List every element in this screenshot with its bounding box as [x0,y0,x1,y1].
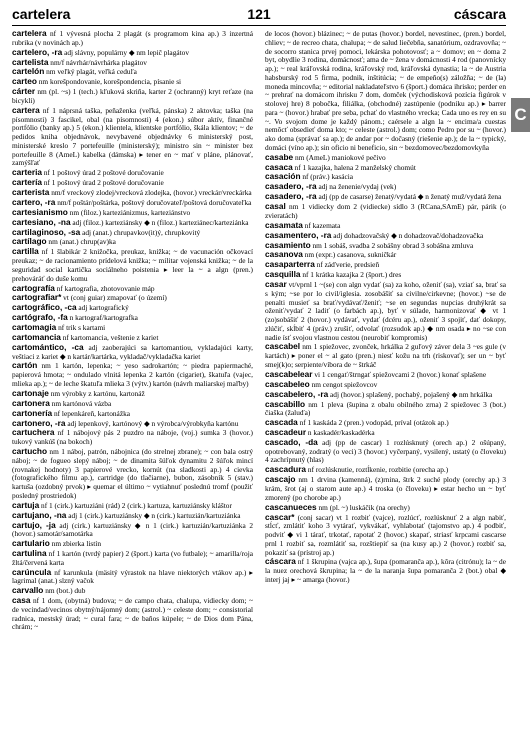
entry-definition: nf (práv.) kasácia [300,172,354,182]
entry-definition: nm/f vreckový zlodej/vrecková zlodejka, (hovor.) vreckár/vreckárka [49,188,252,198]
entry-definition: nm 1 vidiecky dom 2 (vidiecke) sídlo 3 (RCana,SAmE) pár, párik (o zvieratách) [265,202,506,220]
entry-definition: nm (AmeL) maniokové pečivo [293,152,386,162]
entry-definition: nm (pl. ~s) 1 (tech.) kľuková skriňa, karter 2 (ochranný) kryt reťaze (na bicykli) [12,87,253,105]
entry-definition: nm veľký plagát, veľká ceduľa [44,67,137,77]
entry-definition: (conj sacar) vt 1 rozbiť (vajce), rozlúcť, rozlúsknuť 2 a algn nabiť, stĺcť, zmlátiť koho 3 vytárať, vykvákať, vyhlabotať (tajomstvo ap.) 4 podbiť, podviť ◆ vi 1 tárať, trkotať, rapotať 2 (hovor.) skapať, striasť krpcami cascarse prnl 1 rozbiť sa, rozmlátiť sa, rozštiepiť sa (na kusy ap.) 2 (hovor.) rozbiť sa, pokaziť sa (prístroj ap.) [265,512,506,557]
entry-headword: carterista [12,187,50,198]
entry-headword: cascabelero, -ra [265,388,329,399]
entry-headword: cartesiano, -na [12,216,71,227]
entry-definition: vt (conj guiar) zmapovať (o území) [61,293,167,303]
header-rule [12,25,506,26]
header-right-guideword: cáscara [453,6,506,22]
entry-definition: nm/f poštár/poštárka, poštový doručovateľ/poštová doručovateľka [55,197,252,207]
page-header [12,6,506,24]
entry-definition: adj (filoz.) karteziánsky ◆ n (filoz.) karteziánec/karteziánka [70,217,249,227]
entry-headword: cartesianismo [12,206,68,217]
entry-headword: carvallo [12,585,44,596]
entry-headword: cascadeur [265,427,307,438]
entry-definition: adj na ženenie/vydaj (vek) [316,182,397,192]
dictionary-entry [265,202,506,221]
entry-definition: nm 1 náboj, patrón, nábojnica (do strelnej zbrane); ~ con bala ostrý náboj; ~ de fogueo slepý náboj; ~ de dinamita šúľok dynamitu 2 šúľok mincí (rovnakej hodnoty) 3 papierové vrecko, kornút (na sladkosti ap.) 4 cievka (fotografického filmu ap.), cartridge (do tlačiarne), bubon, zásobník 5 (stav.) kartuša (ozdobný prvok) ▸ quemar el último ~ vytiahnuť poslednú tromf (použiť posledný prostriedok) [12,447,253,500]
entry-definition: nf 1 (cirk.) kartuziáni (rád) 2 (cirk.) kartuza, kartuziánsky kláštor [39,500,232,510]
left-column [12,29,253,747]
entry-headword: cartuja [12,499,40,510]
entry-definition: nm (bot.) dub [43,586,86,596]
entry-headword: casa [12,595,31,606]
entry-definition: nf 1 kaskáda 2 (pren.) vodopád, príval (otázok ap.) [297,418,449,428]
entry-headword: cartílago [12,236,47,247]
entry-definition: nm korešpondovanie, korešpondencia, písanie si [36,77,182,87]
entry-definition: nf trik s kartami [56,323,106,333]
entry-definition: nf kartografia, zhotovovanie máp [54,283,155,293]
entry-headword: cartelera [12,29,47,38]
entry-definition: adj kartografický [76,303,129,313]
dictionary-entry [12,428,253,447]
entry-headword: casaca [265,161,293,172]
entry-definition: nm kartónová vázba [49,398,112,408]
entry-headword: cartería [12,177,42,188]
entry-headword: casabe [265,151,294,162]
dictionary-entry [265,163,506,173]
entry-definition: nm 1 sobáš, svadba 2 sobášny obrad 3 sobášna zmluva [310,240,474,250]
entry-definition: nm 1 drvina (kamenná), (z)rnina, štrk 2 suché plody (orechy ap.) 3 krám, šrot (aj o starom aute ap.) 4 troska (o človeku) ▸ estar hecho un ~ byť zmorený (po chorobe ap.) [265,475,506,502]
entry-headword: cascar* [265,511,295,522]
entry-definition: nf 1 kartón (tvrdý papier) 2 (šport.) karta (vo futbale); ~ amarilla/roja žltá/červená karta [12,549,253,567]
dictionary-entry [12,596,253,632]
entry-definition: nm 1 pleva (šupina z obalu obilného zrna) 2 spiežovec 3 (bot.) čiaška (žaluďa) [265,399,506,418]
entry-headword: cartonero, -ra [12,417,66,428]
dictionary-entry [265,29,506,153]
page-number: 121 [247,6,271,22]
entry-headword: carteo [12,76,37,87]
entry-definition: nf 1 poštový úrad 2 poštové doručovanie [41,168,164,178]
entry-headword: cartero, -ra [12,196,56,207]
entry-definition: vi 1 cengať/štrngať spiežovcami 2 (hovor.) konať splašene [312,369,487,379]
entry-headword: cascabel [265,341,301,352]
dictionary-entry [12,539,253,549]
entry-headword: cartelista [12,56,49,67]
entry-definition: nf 1 náprsná taška, peňaženka (veľká, pánska) 2 aktovka; taška (na písomnosti) 3 fascikel, obal (na písomnosti) 4 (ekon.) súbor aktív, finančné portfólio (banky ap.) 5 (ekon.) klientela, klientske portfólio, škála klientov; ~ de pedidos kniha objednávok, nevybavené objednávky 6 ministerský post, ministerské kreslo 7 portefeuille (ministerský); ministro sin ~ minister bez portefeuille 8 (AmeL) kabelka (dámska) ▸ tener en ~ mať v pláne, plánovať, zamýšľať [12,105,253,168]
entry-definition: nf 1 krátka kazajka 2 (šport.) dres [300,270,402,280]
entry-headword: casadero, -ra [265,181,317,192]
entry-definition: nm/f návrhár/návrhárka plagátov [48,57,147,67]
entry-headword: cascajo [265,474,296,485]
entry-definition: nf 1 šlabikár 2 knižočka, preukaz, knižka; ~ de vacunación očkovací preukaz; ~ de racionamiento prídelová knižka; ~ militar vojenská knižka; ~ de la seguridad social kartička sociálneho poistenia ▸ leer la ~ a algn (pren.) prehováráť do duše komu [12,247,253,283]
dictionary-entry [265,153,506,163]
entry-headword: cartógrafo, -fa [12,312,68,323]
entry-definition: nf 1 dom, (obytná) budova; ~ de campo chata, chalupa, vidiecky dom; ~ de vecindad/vecinos obytný/nájomný dom; (astrol.) ~ celeste dom; ~ consistorial radnica, mestský úrad; ~ cural fara; ~ de baños kúpele; ~ de Dios dom Pána, chrám; ~ [12,596,253,632]
dictionary-entry [12,58,253,68]
entry-definition: nm cengot spiežovcov [309,379,378,389]
entry-definition: nf lepenkáreň, kartonážka [52,408,131,418]
entry-headword: cartomancia [12,331,61,342]
dictionary-entry [265,342,506,369]
entry-definition: nf 1 škrupina (vajca ap.), šupa (pomaranča ap.), kôra (citrónu); la ~ de la nuez orechová škrupina; la ~ de la naranja šupa pomaranča 2 (bot.) obal ◆ interj jaj ▸ ~ amarga (hovor.) [265,557,506,584]
dictionary-entry [12,168,253,178]
entry-headword: cartografía [12,282,55,293]
entry-headword: casamata [265,219,303,230]
header-left-guideword: cartelera [12,6,71,22]
entry-headword: carúncula [12,566,52,577]
entry-definition: de locos (hovor.) blázinec; ~ de putas (hovor.) bordel, nevestinec, (pren.) bordel, chliev; ~ de recreo chata, chalupa; ~ de salud liečebňa, sanatórium, ozdravovňa; ~ de socorro stanica prvej pomoci, lekárska pohotovosť; a ~ domov; en ~ doma 2 byt, obydlie 3 rodina, domácnosť; ama de ~ žena v domácnosti 4 rod (panovnícky ap.); ~ real kráľovská rodina, kráľovský rod, kráľovská dynastia; la ~ de Austria habsburský rod 5 firma, podnik, inštitúcia; ~ de empeño(s) záložňa; ~ de (la) moneda mincovňa; ~ editorial nakladateľstvo 6 (šport.) domáca ihrisko; perder en ~ prehrať na domácom ihrisku 7 dom, domček (východisková pozícia figúrok v stolovej hre) 8 pobočka, filiálka, (obchodné) zastúpenie (podniku ap.) ▸ barrer para ~ (hovor.) hrabať pre seba, pchať do vlastného vrecka; Cada uno es rey en su ~. Vo svojom dome je každý pánom.; caérsele a algn la ~ encima/a cuestas nemôcť obsedieť doma kto; ~ celeste (astrol.) dom; como Pedro por su ~ (hovor.) ako doma (správať sa ap.); de andar por ~ dočasný (riešenie ap.); de la ~ typický, domáci (víno ap.); sin oficio ni beneficio, sin ~ bezdomovec/bezdomovkyňa [265,29,506,152]
entry-headword: cartujo, -ja [12,519,56,530]
dictionary-entry [12,447,253,501]
entry-definition: nm (pl. ~) luskáčik (na orechy) [316,502,410,512]
entry-headword: cartomagia [12,322,57,333]
entry-headword: casal [265,201,286,212]
dictionary-entry [265,513,506,558]
dictionary-entry [12,237,253,247]
entry-definition: adj lepenkový, kartónový ◆ n výrobca/výrobkyňa kartónu [65,418,239,428]
entry-definition: adj (cirk.) kartuziánsky ◆ n 1 (cirk.) kartuzián/kartuziánka 2 (hovor.) samotár/samotárka [12,520,253,539]
entry-definition: nm výrobky z kartónu, kartonáž [48,388,145,398]
right-column [265,29,506,747]
dictionary-columns [12,29,506,747]
dictionary-entry [265,503,506,513]
entry-definition: adj (anat.) chrupavkov(it)ý, chrupkovitý [80,227,201,237]
entry-headword: cárter [12,86,36,97]
entry-headword: cascabeleo [265,378,310,389]
dictionary-entry [265,270,506,280]
entry-headword: cartulina [12,548,47,559]
entry-definition: adj (pp de cascar) 1 rozlúsknutý (orech ap.) 2 ošúpaný, opotrebovaný, zodratý (o veci) 3 (hovor.) vyčerpaný, vysilený, ustatý (o človeku) 4 zachrípnutý (hlas) [265,437,506,465]
entry-headword: cartomántico, -ca [12,341,84,352]
entry-headword: cartonería [12,407,53,418]
dictionary-entry [12,549,253,568]
entry-headword: cáscara [265,556,296,567]
entry-definition: nf karunkula (mäsitý výrastok na hlave niektorých vtákov ap.) ▸ lagrimal (anat.) slzný vačok [12,567,253,586]
dictionary-entry [12,77,253,87]
entry-headword: casanova [265,249,303,260]
entry-headword: cartulario [12,538,50,549]
entry-definition: adj (hovor.) splašený, pochabý, pojašený ◆ nm hrkálka [328,389,493,399]
dictionary-entry [12,87,253,106]
entry-headword: cartonera [12,397,50,408]
letter-thumb-tab [511,98,530,132]
entry-definition: nm zbierka listín [49,539,102,549]
entry-definition: n kaskadér/kaskadérka [306,428,375,438]
entry-definition: nm 1 spiežovec, zvonček, hrkálka 2 guľový záver dela 3 ~es gule (v kartách) ▸ poner el ~ al gato (pren.) niesť kožu na trh (riskovať); ser un ~ byť smej(k)o; serpiente/víbora de ~ štrkáč [265,342,506,369]
entry-definition: nm 1 kartón, lepenka; ~ yeso sadrokartón; ~ piedra papiermaché, papierová hmota; ~ ondulado vlnitá lepenka 2 kartón (cigariet), škatuľa (vajec, mlieka ap.); ~ de leche škatuľa mlieka 3 (výtv.) kartón (návrh maliarskej maľby) [12,361,253,388]
dictionary-entry [12,521,253,540]
dictionary-entry [265,400,506,419]
entry-definition: nf 1 vývesná plocha 2 plagát (s programom kina ap.) 3 inzertná rubrika (v novinách ap.) [12,29,253,47]
dictionary-entry [12,586,253,596]
entry-headword: cartón [12,360,38,371]
entry-headword: cartilla [12,246,39,257]
dictionary-entry [12,247,253,283]
dictionary-entry [265,260,506,270]
dictionary-entry [12,343,253,362]
entry-headword: casquilla [265,269,301,280]
dictionary-entry [12,568,253,587]
entry-headword: cascada [265,417,298,428]
entry-headword: cartujano, -na [12,509,67,520]
dictionary-entry [12,67,253,77]
entry-definition: nf rozlúsknutie, roztĺkenie, rozbitie (orecha ap.) [306,465,449,475]
dictionary-entry [265,475,506,502]
entry-definition: nf 1 poštový úrad 2 poštové doručovanie [41,178,164,188]
entry-definition: vt/vprnl 1 ~(se) con algn vydať (sa) za koho, oženiť (sa), vziať sa, brať sa s kým; ~se por lo civil/iglesia. zosobášiť sa civilne/cirkevne; (hovor.) ~se de penalti musieť sa brať/vydávať/ženiť; ~se en segundas nupcias druhýkrát sa oženiť/vydať 2 ladiť (o farbách ap.), byť v súlade, harmonizovať ◆ vt 1 (zo)sobášiť 2 (hovor.) vydávať, vydať (dcéru ap.), oženiť 3 spojiť, dať dokopy, zlúčiť, skĺbiť 4 (práv.) zrušiť, odvolať (rozsudok ap.) ◆ nm osada ▸ no ~se con nadie ísť svojou vlastnou cestou (neurobiť kompromis) [265,280,506,342]
entry-definition: nf kazemata [302,220,341,230]
entry-headword: casaparterra [265,259,315,270]
entry-headword: cartuchera [12,427,55,438]
dictionary-entry [265,280,506,342]
dictionary-entry [12,361,253,388]
entry-headword: cartografiar* [12,292,62,303]
entry-definition: adj zaoberajúci sa kartomantiou, vykladajúci karty, veštiaci z kariet ◆ n kartár/kartárka, vykladač/vykladačka kariet [12,342,253,361]
entry-definition: nf kartomancia, veštenie z kariet [60,332,159,342]
entry-definition: nm (filoz.) karteziánizmus, karteziánstvo [67,207,191,217]
dictionary-entry [12,106,253,168]
entry-headword: casamiento [265,239,311,250]
entry-headword: casar [265,279,287,290]
dictionary-entry [12,228,253,238]
entry-headword: carteria [12,167,42,178]
dictionary-entry [265,557,506,584]
dictionary-entry [12,29,253,48]
thumb-tab-letter: C [514,105,527,124]
entry-definition: adj (pp de casarse) ženatý/vydatá ◆ n ženatý muž/vydatá žena [316,192,502,202]
entry-headword: casadero, -ra [265,191,317,202]
entry-headword: casación [265,171,301,182]
entry-headword: cartonaje [12,387,49,398]
dictionary-entry [265,465,506,475]
entry-definition: adj slávny, populárny ◆ nm lepič plagátov [62,47,190,57]
entry-headword: cartelero, -ra [12,46,63,57]
entry-headword: cascado, -da [265,436,318,447]
entry-definition: n kartograf/kartografka [67,313,138,323]
entry-headword: cartográfico, -ca [12,302,77,313]
dictionary-entry [265,438,506,465]
entry-headword: cartelón [12,66,45,77]
entry-definition: adj 1 (cirk.) kartuziánsky ◆ n (cirk.) kartuzián/kartuziánka [66,510,241,520]
entry-definition: nm (expr.) casanova, sukničkár [302,250,397,260]
dictionary-entry [265,192,506,202]
entry-definition: nm (anat.) chrup(av)ka [46,237,116,247]
entry-definition: adj dohadzovačský ◆ n dohadzovač/dohadzovačka [331,230,484,240]
entry-headword: cascanueces [265,501,317,512]
entry-headword: cascadura [265,464,307,475]
entry-definition: nf 1 kazajka, halena 2 manželský chomút [292,162,416,172]
entry-headword: cartera [12,104,40,115]
entry-headword: cascabillo [265,398,306,409]
entry-headword: cartilaginoso, -sa [12,226,81,237]
entry-headword: cascabelear [265,368,313,379]
entry-headword: cartucho [12,446,48,457]
entry-definition: nf 1 nábojový pás 2 puzdro na náboje, (voj.) sumka 3 (hovor.) tukový vankúš (na bokoch) [12,428,253,447]
entry-definition: nf záďverie, predsieň [314,260,380,270]
entry-headword: casamentero, -ra [265,229,332,240]
